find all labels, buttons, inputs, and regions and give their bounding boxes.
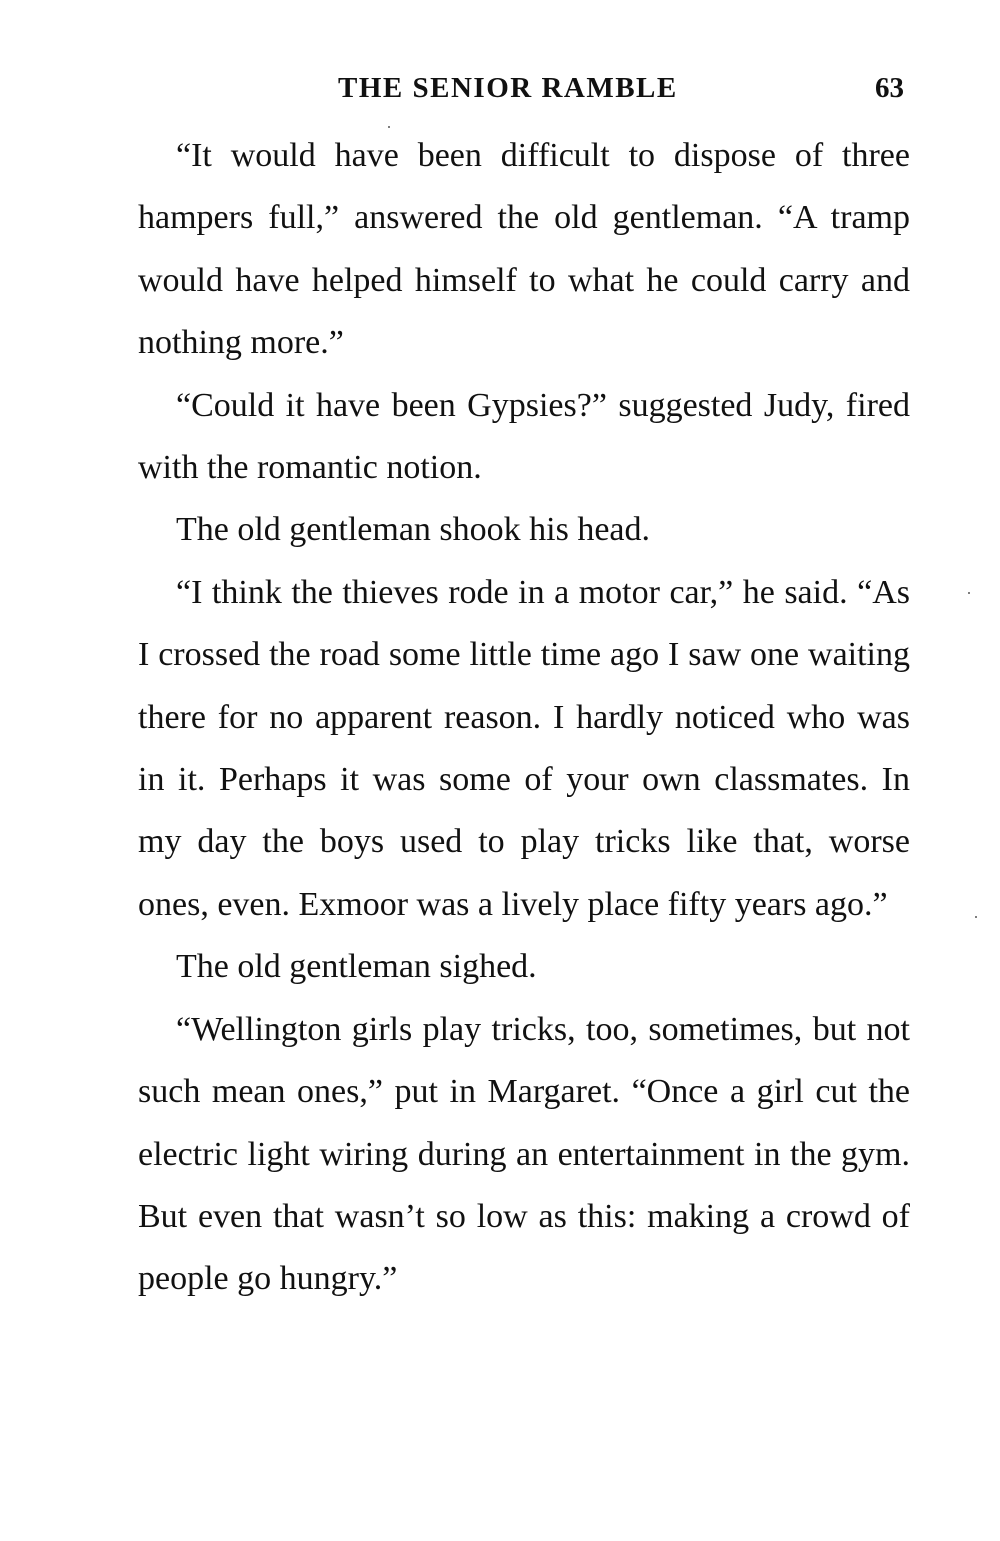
- paragraph-2: “Could it have been Gypsies?” suggested Judy, fired with the romantic notion.: [138, 386, 910, 487]
- page-number: 63: [875, 72, 904, 104]
- running-title: THE SENIOR RAMBLE: [338, 72, 678, 104]
- paragraph-6: “Wellington girls play tricks, too, sometimes, but not such mean ones,” put in Margaret. “Once a girl cut the electric light wiring during an entertainment in the gym. But even that wasn’t so low as this: making a crowd of people go hungry.”: [138, 1010, 910, 1298]
- scan-speck: [388, 126, 390, 128]
- scan-speck: [968, 592, 970, 594]
- paragraph-3: The old gentleman shook his head.: [176, 511, 651, 549]
- paragraph-5: The old gentleman sighed.: [176, 948, 537, 986]
- paragraph-1: “It would have been difficult to dispose of three hampers full,” answered the old gentleman. “A tramp would have helped himself to what he could carry and nothing more.”: [138, 137, 910, 362]
- body-text: [138, 125, 910, 1311]
- running-head: [140, 66, 910, 110]
- scan-speck: [975, 916, 977, 918]
- paragraph-4: “I think the thieves rode in a motor car,” he said. “As I crossed the road some little time ago I saw one waiting there for no apparent reason. I hardly noticed who was in it. Perhaps it was some of your own classmates. In my day the boys used to play tricks like that, worse ones, even. Exmoor was a lively place fifty years ago.”: [138, 573, 910, 923]
